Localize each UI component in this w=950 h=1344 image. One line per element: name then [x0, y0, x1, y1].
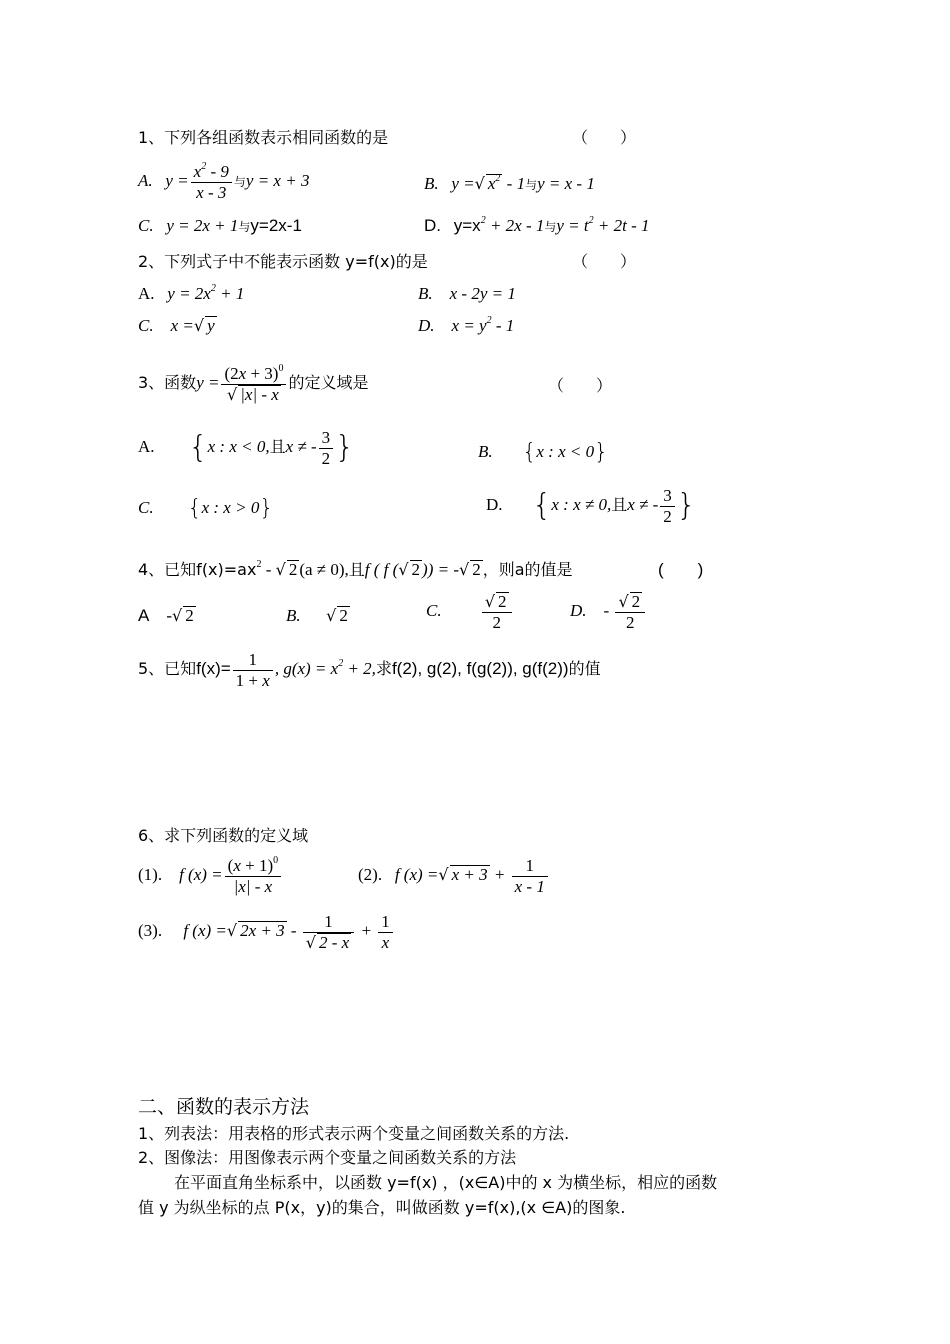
q6-part-1: (1). f (x) = $\frac{(x + 1)^0}{|x| - x}$: [138, 856, 283, 896]
q1-option-b: B. y =√ $x^2 - 1$与y = x - 1: [424, 173, 595, 193]
q4-prefix: 4、已知f(x)=ax: [138, 560, 257, 579]
section2-line-1: 1、列表法：用表格的形式表示两个变量之间函数关系的方法.: [138, 1124, 570, 1143]
q2-option-c: C. x =√ y: [138, 316, 215, 335]
q5-tail: 的值: [568, 658, 601, 678]
q5-ask: 求: [375, 658, 392, 678]
q4-answer-paren: ( ): [658, 560, 704, 579]
q4-then: ，则a的值是: [482, 560, 573, 579]
q3-d-qie: 且: [611, 494, 628, 514]
q3-stem: 3、函数y = $\frac{(2x + 3)^0}{√ |x| - x}$ 的定义域是: [138, 363, 369, 404]
q3-option-c: C. {x : x > 0}: [138, 496, 274, 521]
q5-prefix: 5、已知: [138, 658, 197, 678]
q3-a-qie: 且: [269, 436, 286, 456]
q2-b-label: B.: [418, 284, 433, 303]
q6-p1-label: (1).: [138, 864, 163, 884]
q6-p2-label: (2).: [358, 864, 383, 884]
q4-b-label: B.: [286, 606, 301, 625]
q2-option-b: B. x - 2y = 1: [418, 284, 516, 303]
q1-d-label: D.: [424, 216, 441, 235]
q2-option-d: D. $x = y^2 - 1$: [418, 315, 515, 335]
q4-option-c: C. $\frac{√ 2}{2}$: [426, 592, 514, 632]
section2-title: 二、函数的表示方法: [138, 1096, 310, 1118]
section2-line-2: 2、图像法：用图像表示两个变量之间函数关系的方法: [138, 1148, 517, 1167]
q4-a-label: A: [138, 606, 150, 625]
q3-answer-paren: （ ）: [548, 376, 613, 395]
q1-option-c: C. y = 2x + 1与y=2x-1: [138, 216, 302, 235]
q6-stem: 6、求下列函数的定义域: [138, 826, 309, 845]
q1-a-label: A.: [138, 170, 153, 190]
q3-option-d: D. {x : x ≠ 0,且x ≠ - $\frac{3}{2}$ }: [486, 486, 696, 526]
q1-option-d: D. $y=x^2 + 2x - 1$与$y = t^2 + 2t - 1$: [424, 215, 650, 235]
q2-stem: 2、下列式子中不能表示函数 y=f(x)的是: [138, 252, 428, 271]
q4-d-label: D.: [570, 601, 587, 621]
q3-option-a: A. {x : x < 0,且x ≠ - $\frac{3}{2}$ }: [138, 428, 355, 468]
q2-a-label: A.: [138, 284, 155, 303]
q2-d-label: D.: [418, 316, 435, 335]
q3-a-label: A.: [138, 436, 155, 456]
q3-d-label: D.: [486, 494, 503, 514]
q1-stem: 1、下列各组函数表示相同函数的是: [138, 128, 389, 147]
q4-option-a: A -√ 2: [138, 606, 194, 625]
q3-prefix: 3、函数: [138, 373, 197, 393]
q6-part-2: (2). f (x) =√ x + 3 + $\frac{1}{x - 1}$: [358, 856, 550, 896]
q4-option-b: B. √ 2: [286, 606, 348, 625]
q5-stem: 5、已知f(x)= $\frac{1}{1 + x}$ , $g(x) = x^2 + 2$,求f(2), g(2), f(g(2)), g(f(2))的值: [138, 650, 601, 690]
q1-answer-paren: （ ）: [572, 128, 637, 147]
q4-qie: 且: [348, 560, 365, 579]
q1-c-label: C.: [138, 216, 154, 235]
q3-c-label: C.: [138, 498, 154, 518]
section2-line-3: 在平面直角坐标系中，以函数 y=f(x) ，(x∈A)中的 x 为横坐标，相应的函数: [174, 1173, 718, 1192]
q6-part-3: (3). f (x) =√ 2x + 3 - $\frac{1}{√ 2 - x}$ + $\frac{1}{x}$: [138, 912, 395, 952]
q4-c-label: C.: [426, 601, 442, 621]
q4-stem: 4、已知$f(x)=ax^2$ - √ 2 (a ≠ 0),且f ( f (√ 2 )) = -√ 2 ，则a的值是: [138, 559, 573, 579]
q3-b-label: B.: [478, 442, 493, 462]
q3-option-b: B. {x : x < 0}: [478, 440, 609, 465]
q1-option-a: A. y = $\frac{x^2 - 9}{x - 3}$ 与y = x + 3: [138, 161, 310, 202]
q1-a-and: 与: [233, 174, 246, 189]
q2-c-label: C.: [138, 316, 154, 335]
q4-option-d: D. - $\frac{√ 2}{2}$: [570, 592, 647, 632]
q6-p3-label: (3).: [138, 921, 163, 941]
q2-option-a: A. $y = 2x^2 + 1$: [138, 283, 245, 303]
section2-line-4: 值 y 为纵坐标的点 P(x，y)的集合，叫做函数 y=f(x),(x ∈A)的图象.: [138, 1198, 626, 1217]
q3-suffix: 的定义域是: [288, 373, 369, 393]
q1-b-label: B.: [424, 174, 439, 193]
q2-answer-paren: （ ）: [572, 252, 637, 271]
q1-d-and: 与: [544, 220, 557, 234]
q1-c-and: 与: [238, 220, 251, 234]
q1-b-and: 与: [525, 178, 538, 192]
